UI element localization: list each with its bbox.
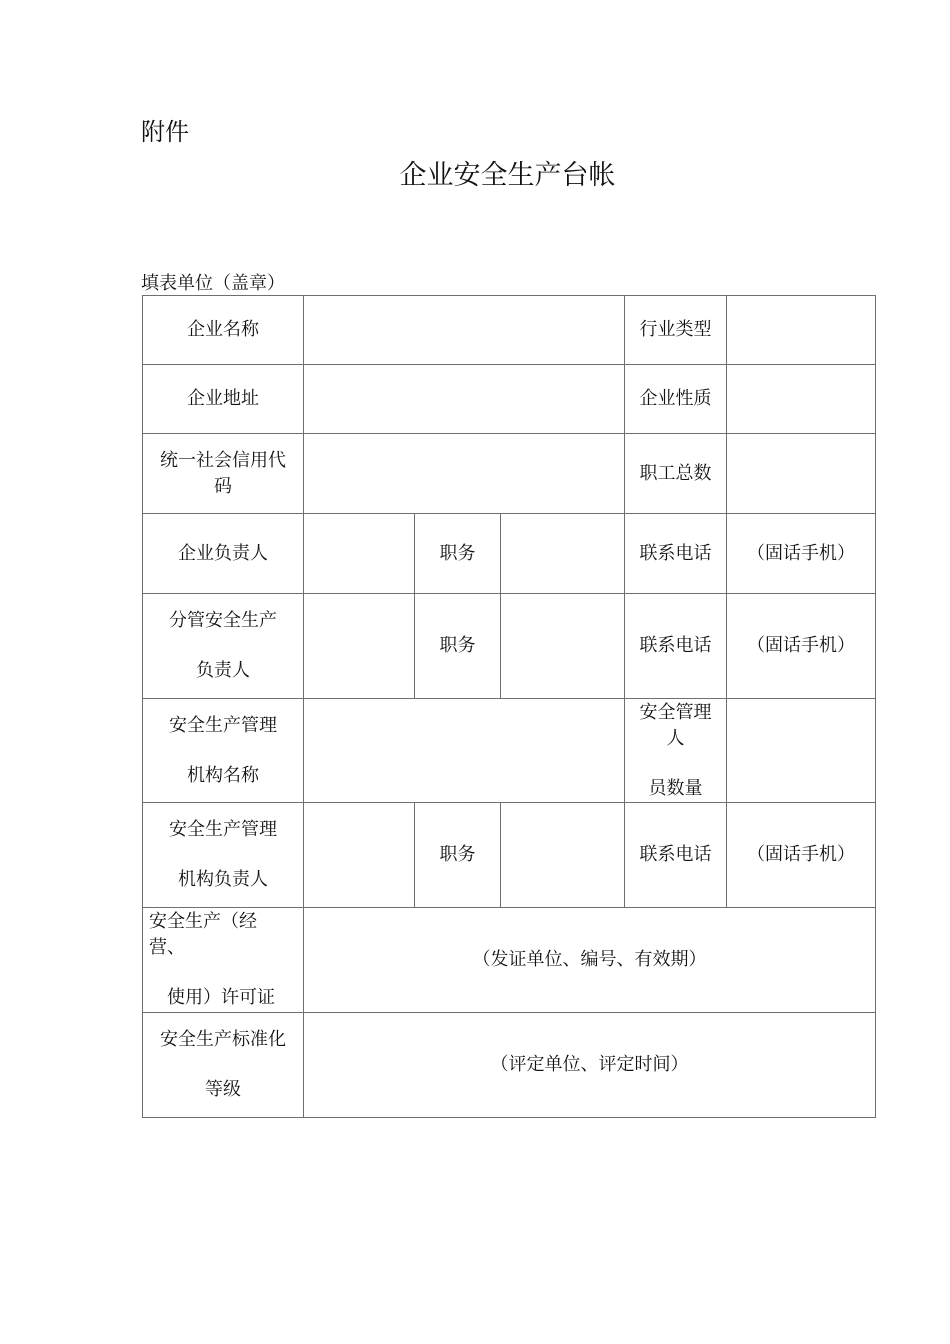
page-title: 企业安全生产台帐 [399, 160, 616, 191]
table-row [143, 296, 876, 365]
table-row [143, 365, 876, 434]
filling-unit-label: 填表单位（盖章） [141, 273, 285, 294]
org-name-label [143, 699, 304, 803]
credit-code-label-line2: 码 [214, 475, 232, 497]
staff-count-label-line2: 人 [666, 727, 685, 749]
license-label-line3: 使用）许可证 [167, 987, 275, 1008]
table-row [143, 1013, 876, 1118]
safety-head-position-field[interactable] [501, 594, 625, 699]
org-head-phone-label: 联系电话 [625, 803, 727, 908]
safety-head-phone-field[interactable]: （固话手机） [727, 594, 876, 699]
company-name-label: 企业名称 [143, 296, 304, 365]
staff-count-field[interactable] [727, 699, 876, 803]
company-address-label: 企业地址 [143, 365, 304, 434]
license-label-line2: 营、 [149, 937, 185, 958]
table-row [143, 434, 876, 514]
org-head-label-line2: 机构负责人 [178, 869, 268, 890]
table-row [143, 594, 876, 699]
credit-code-label-line1: 统一社会信用代 [160, 449, 286, 471]
table-row [143, 803, 876, 908]
safety-head-position-label: 职务 [415, 594, 501, 699]
credit-code-label [143, 434, 304, 514]
org-head-label [143, 803, 304, 908]
table-row [143, 699, 876, 803]
org-head-phone-field[interactable]: （固话手机） [727, 803, 876, 908]
standard-level-label [143, 1013, 304, 1118]
company-address-field[interactable] [304, 365, 625, 434]
table-row [143, 514, 876, 594]
employee-count-label: 职工总数 [625, 434, 727, 514]
staff-count-label [625, 699, 727, 803]
company-head-label: 企业负责人 [143, 514, 304, 594]
standard-level-field[interactable]: （评定单位、评定时间） [304, 1013, 876, 1118]
industry-type-label: 行业类型 [625, 296, 727, 365]
company-head-position-field[interactable] [501, 514, 625, 594]
standard-level-label-line2: 等级 [205, 1079, 241, 1100]
company-head-position-label: 职务 [415, 514, 501, 594]
safety-ledger-table [142, 295, 876, 1118]
safety-head-field[interactable] [304, 594, 415, 699]
license-field[interactable]: （发证单位、编号、有效期） [304, 908, 876, 1013]
company-name-field[interactable] [304, 296, 625, 365]
org-head-field[interactable] [304, 803, 415, 908]
safety-head-label [143, 594, 304, 699]
staff-count-label-line1: 安全管理 [639, 701, 712, 723]
staff-count-label-line3: 员数量 [648, 777, 703, 799]
company-nature-field[interactable] [727, 365, 876, 434]
safety-head-label-line1: 分管安全生产 [169, 610, 277, 631]
credit-code-field[interactable] [304, 434, 625, 514]
standard-level-label-line1: 安全生产标准化 [160, 1029, 286, 1050]
license-label [143, 908, 304, 1013]
org-name-field[interactable] [304, 699, 625, 803]
company-head-phone-field[interactable]: （固话手机） [727, 514, 876, 594]
org-head-position-label: 职务 [415, 803, 501, 908]
safety-head-phone-label: 联系电话 [625, 594, 727, 699]
org-name-label-line1: 安全生产管理 [169, 714, 277, 736]
org-head-label-line1: 安全生产管理 [169, 819, 277, 840]
org-name-label-line2: 机构名称 [187, 764, 259, 786]
table-row [143, 908, 876, 1013]
industry-type-field[interactable] [727, 296, 876, 365]
license-label-line1: 安全生产（经 [149, 911, 257, 932]
safety-head-label-line2: 负责人 [196, 660, 250, 681]
company-head-field[interactable] [304, 514, 415, 594]
org-head-position-field[interactable] [501, 803, 625, 908]
employee-count-field[interactable] [727, 434, 876, 514]
company-head-phone-label: 联系电话 [625, 514, 727, 594]
company-nature-label: 企业性质 [625, 365, 727, 434]
attachment-label: 附件 [141, 118, 189, 146]
